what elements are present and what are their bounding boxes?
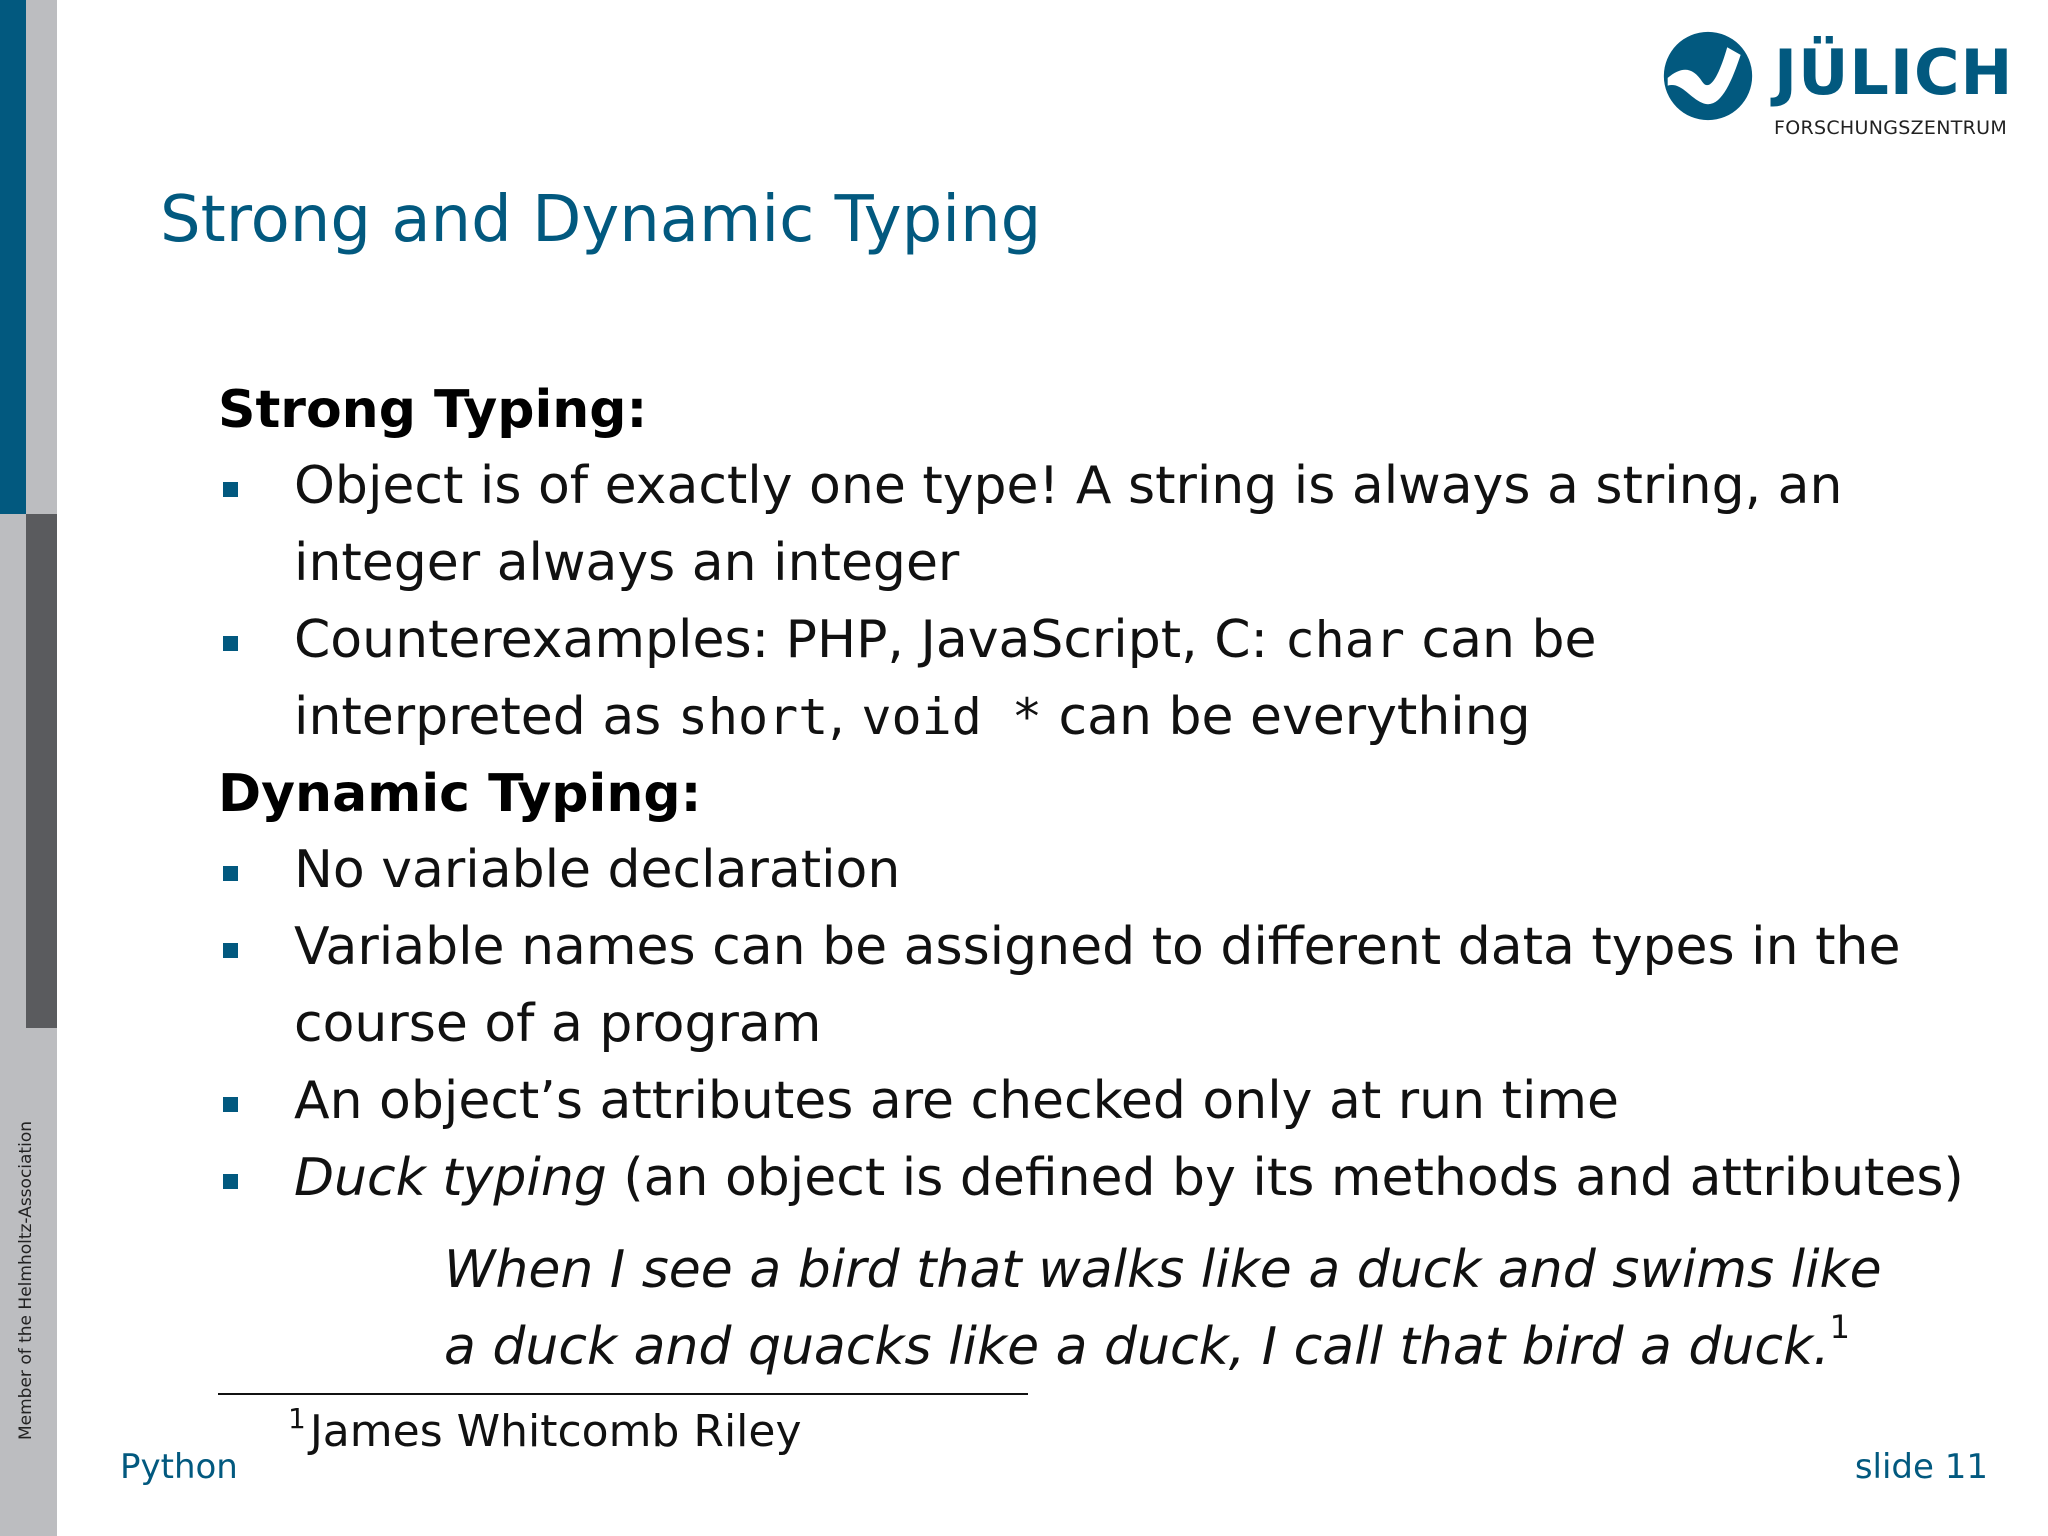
duck-quote	[444, 1232, 1882, 1386]
bullet-text-line: course of a program	[294, 994, 822, 1054]
code-short: short	[677, 688, 829, 746]
footer-slide-number: slide 11	[1854, 1447, 1988, 1487]
footnote-divider	[218, 1393, 1028, 1395]
footnote-marker: 1	[1829, 1308, 1850, 1346]
footnote-number: 1	[288, 1402, 306, 1435]
dynamic-typing-list	[218, 832, 1964, 1217]
bullet-text: interpreted as	[294, 687, 678, 747]
footer-course-name: Python	[120, 1447, 238, 1487]
julich-logo-icon	[1660, 28, 1756, 124]
list-item	[218, 602, 1918, 756]
bullet-square-icon	[223, 482, 238, 497]
list-item	[218, 448, 1918, 602]
bullet-text: Counterexamples: PHP, JavaScript, C:	[294, 610, 1285, 670]
bullet-text: can be	[1405, 610, 1597, 670]
footnote	[288, 1402, 802, 1457]
bullet-square-icon	[223, 866, 238, 881]
quote-line: When I see a bird that walks like a duck and swims like	[444, 1240, 1882, 1300]
code-void-pointer: void *	[861, 688, 1043, 746]
bullet-text: No variable declaration	[294, 840, 901, 900]
bullet-square-icon	[223, 943, 238, 958]
slide-title: Strong and Dynamic Typing	[160, 183, 1042, 257]
quote-line: a duck and quacks like a duck, I call that bird a duck.	[444, 1317, 1830, 1377]
slide-content	[218, 372, 1964, 1217]
list-item	[218, 832, 1918, 909]
julich-logo	[1660, 28, 2014, 148]
bullet-text-line: integer always an integer	[294, 533, 960, 593]
bullet-text: ,	[828, 687, 862, 747]
logo-wordmark: JÜLICH	[1774, 36, 2014, 109]
duck-typing-term: Duck typing	[294, 1148, 607, 1208]
list-item	[218, 1063, 1918, 1140]
bullet-text-line: Variable names can be assigned to different data types in the	[294, 917, 1901, 977]
dynamic-typing-heading: Dynamic Typing:	[218, 764, 702, 824]
footnote-text: James Whitcomb Riley	[309, 1406, 802, 1457]
code-char: char	[1284, 611, 1405, 669]
bullet-text: (an object is defined by its methods and attributes)	[606, 1148, 1964, 1208]
logo-subtitle: FORSCHUNGSZENTRUM	[1774, 117, 2008, 139]
bullet-text: An object’s attributes are checked only at run time	[294, 1071, 1620, 1131]
sidebar-accent-dark	[26, 514, 57, 1028]
strong-typing-heading: Strong Typing:	[218, 380, 648, 440]
list-item	[218, 909, 1918, 1063]
strong-typing-list	[218, 448, 1918, 756]
list-item	[218, 1140, 1964, 1217]
sidebar-accent-blue	[0, 0, 26, 514]
bullet-square-icon	[223, 636, 238, 651]
bullet-text: can be everything	[1042, 687, 1531, 747]
bullet-square-icon	[223, 1097, 238, 1112]
bullet-square-icon	[223, 1174, 238, 1189]
membership-text: Member of the Helmholtz-Association	[16, 1121, 36, 1440]
bullet-text-line: Object is of exactly one type! A string is always a string, an	[294, 456, 1843, 516]
